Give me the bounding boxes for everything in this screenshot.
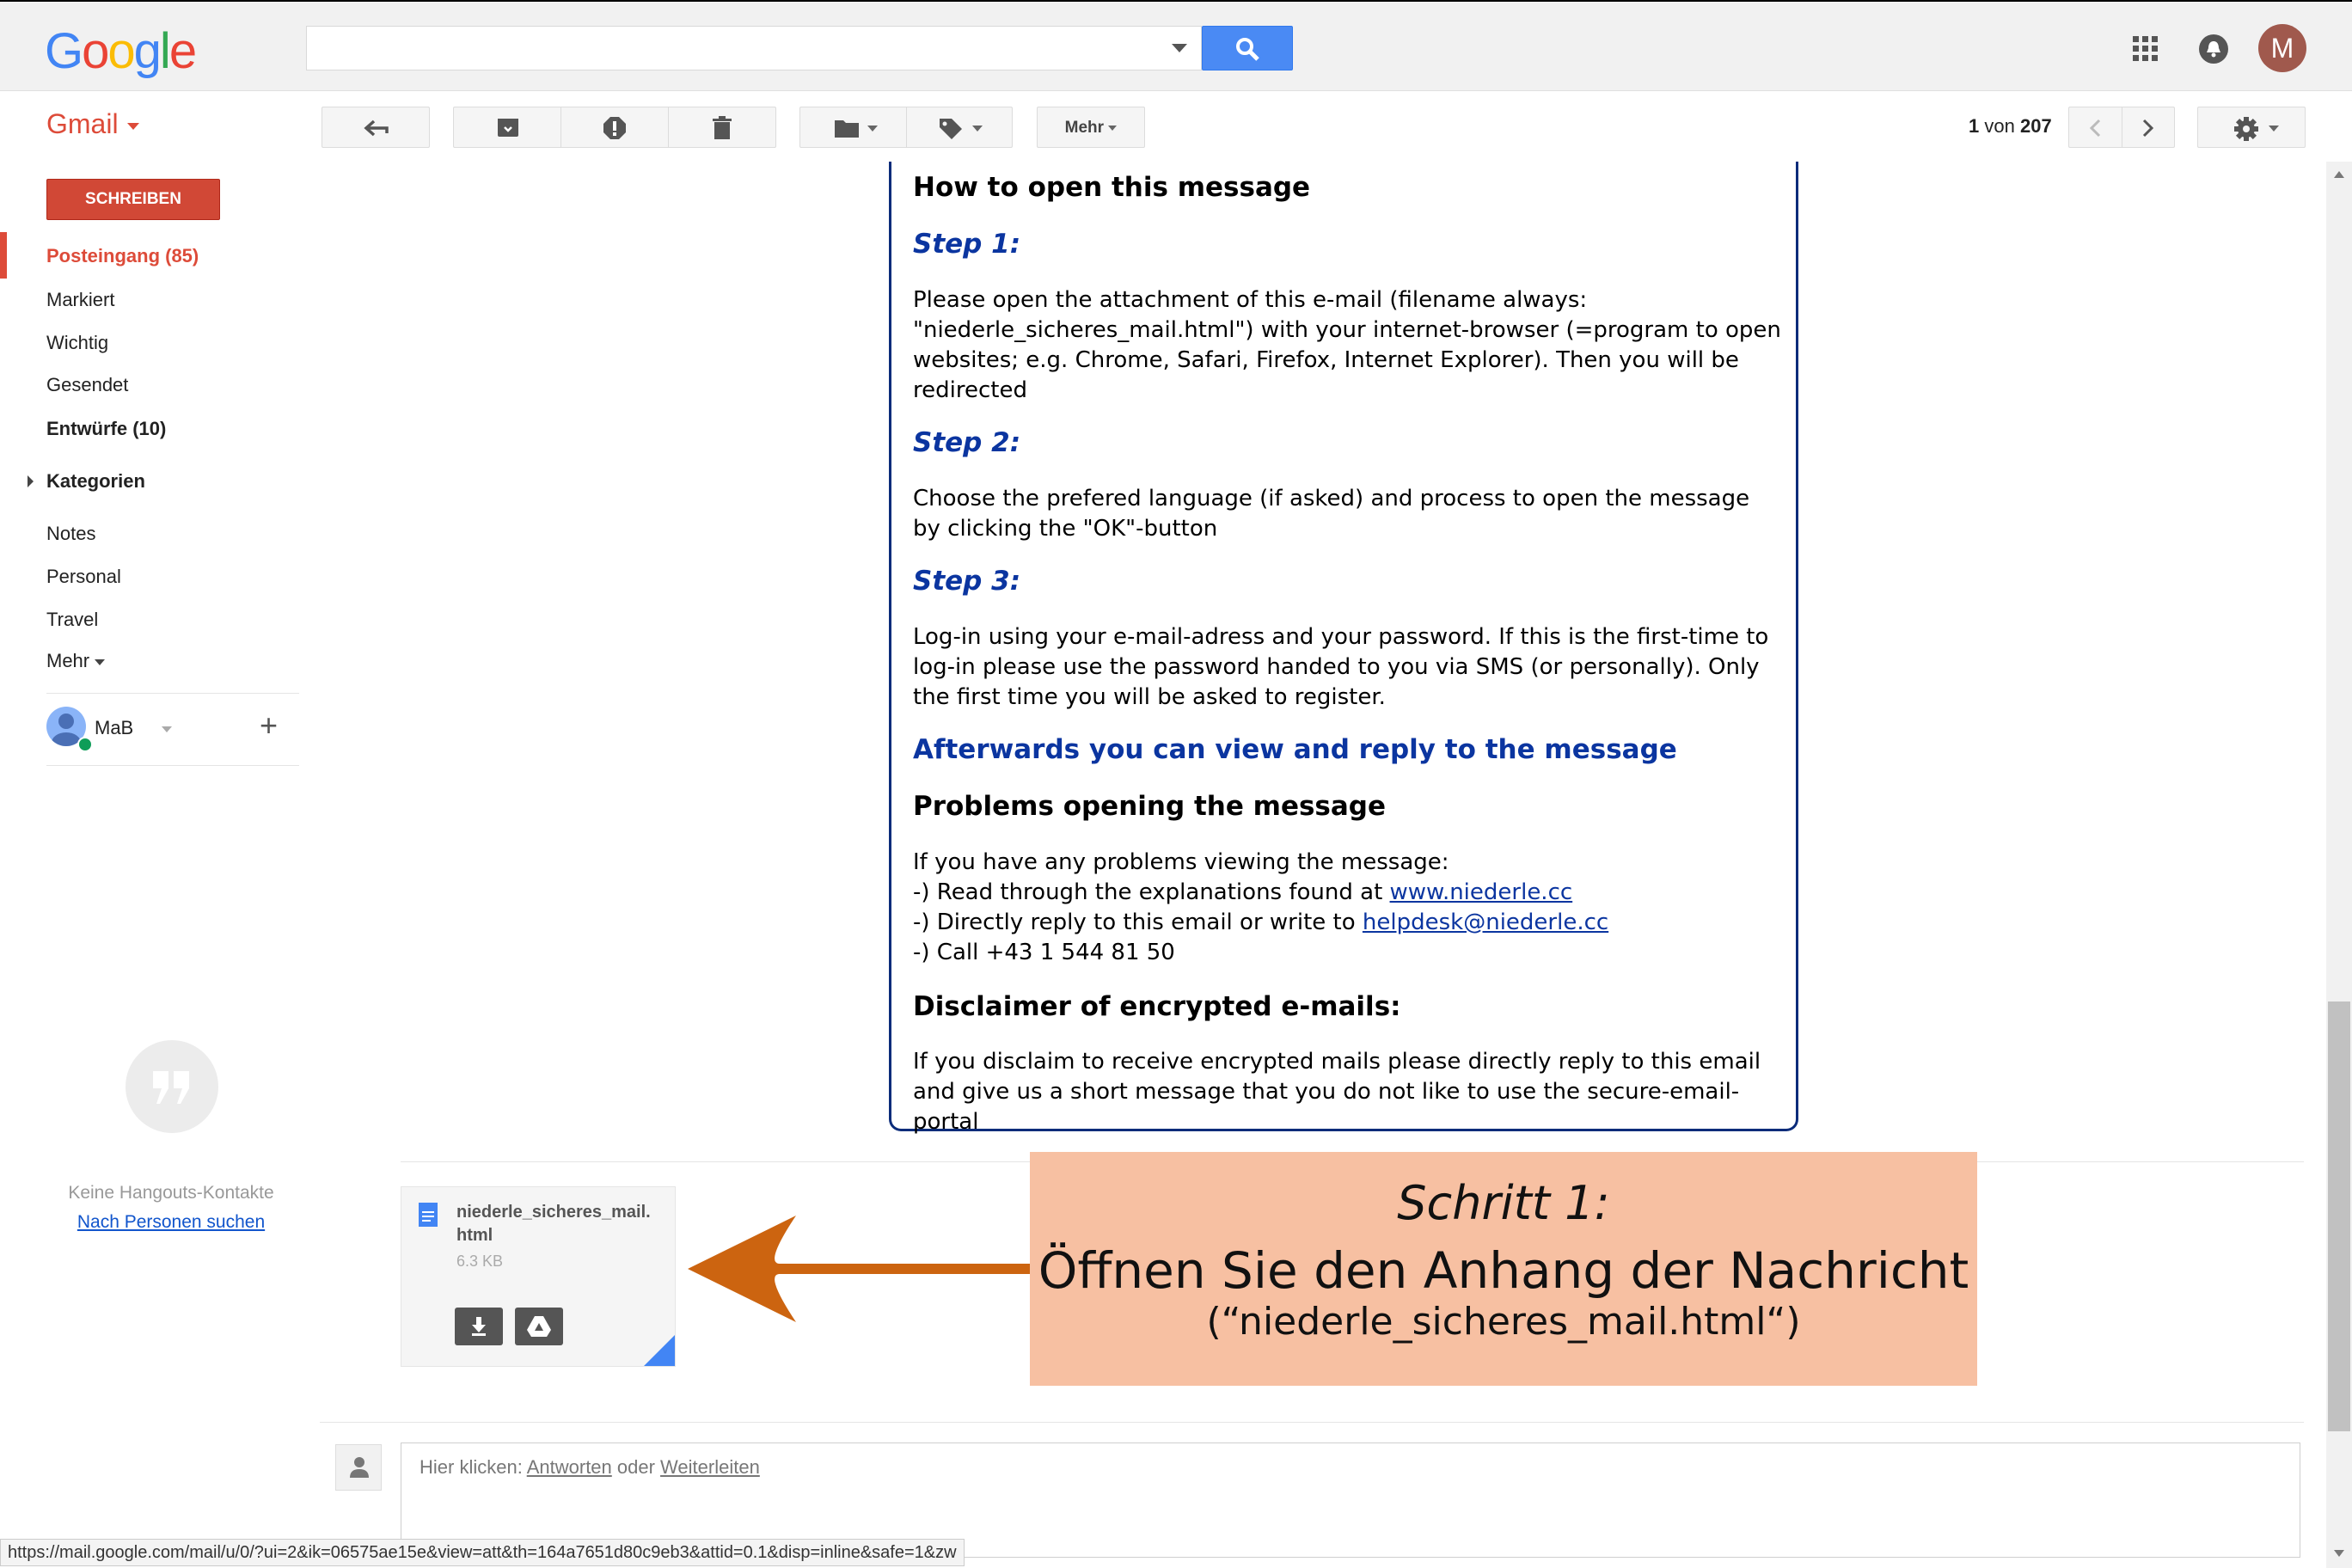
search-input[interactable]	[306, 26, 1202, 70]
logo-letter: G	[45, 23, 83, 79]
save-to-drive-button[interactable]	[515, 1308, 563, 1345]
attachment-size: 6.3 KB	[456, 1253, 504, 1270]
step1-title: Step 1:	[913, 229, 1021, 260]
trash-icon	[713, 116, 732, 140]
divider	[46, 765, 299, 766]
callout-instruction: Öffnen Sie den Anhang der Nachricht	[1038, 1241, 1969, 1300]
hangouts-user-name[interactable]: MaB	[95, 717, 134, 738]
scrollbar-thumb[interactable]	[2328, 1001, 2350, 1431]
reply-avatar	[335, 1444, 382, 1491]
logo-letter: o	[82, 23, 108, 79]
reply-or: oder	[611, 1456, 661, 1478]
pager-total: 207	[2019, 115, 2052, 137]
status-bar-url: https://mail.google.com/mail/u/0/?ui=2&ik=06575ae15e&view=att&th=164a7651d80c9eb3&attid=0.1&disp=inline&safe=1&zw	[0, 1539, 965, 1566]
gear-icon	[2234, 117, 2258, 141]
search-options-caret-icon[interactable]	[1172, 44, 1187, 52]
document-icon	[419, 1203, 438, 1227]
sidebar-item-important[interactable]: Wichtig	[46, 332, 109, 353]
sidebar-item-personal[interactable]: Personal	[46, 566, 121, 587]
logo-letter: l	[159, 23, 169, 79]
sidebar-item-drafts[interactable]: Entwürfe (10)	[46, 418, 167, 439]
move-to-button[interactable]	[800, 107, 906, 147]
folder-icon	[835, 119, 859, 138]
heading-open-message: How to open this message	[913, 172, 1311, 203]
step1-text: Please open the attachment of this e-mail (filename always: "niederle_sicheres_mail.html") with your internet-browser (=program to open websites; e.g. Chrome, Safari, Firefox, Internet Explorer). Then you will be redirected	[913, 287, 1781, 403]
expand-triangle-icon[interactable]	[28, 475, 34, 487]
online-status-dot	[77, 737, 93, 752]
archive-icon	[497, 118, 519, 138]
problems-block	[913, 848, 1781, 968]
apps-grid-icon[interactable]	[2133, 36, 2159, 62]
step2-title: Step 2:	[913, 427, 1021, 458]
settings-button[interactable]	[2197, 107, 2306, 148]
logo-letter: e	[168, 23, 196, 79]
compose-button[interactable]: SCHREIBEN	[46, 179, 220, 220]
problems-line1	[913, 878, 1781, 908]
problems-line2	[913, 908, 1781, 938]
hangouts-status-caret-icon[interactable]	[162, 726, 172, 732]
find-people-link[interactable]: Nach Personen suchen	[77, 1212, 266, 1232]
spam-icon	[603, 116, 627, 140]
callout-filename: (“niederle_sicheres_mail.html“)	[1206, 1300, 1801, 1344]
instruction-callout	[1030, 1152, 1977, 1386]
label-tag-icon	[938, 117, 964, 139]
helpdesk-email-link[interactable]: helpdesk@niederle.cc	[1362, 910, 1609, 935]
hangouts-quote-icon	[126, 1040, 218, 1133]
divider	[320, 1422, 2304, 1423]
search-icon	[1235, 37, 1259, 61]
attachment-filename	[456, 1201, 671, 1247]
new-conversation-plus-icon[interactable]: +	[260, 707, 279, 743]
download-icon	[470, 1317, 487, 1336]
scroll-up-arrow-icon[interactable]	[2333, 170, 2345, 179]
labels-caret-icon	[972, 126, 983, 132]
step2-text: Choose the prefered language (if asked) and process to open the message by clicking the "OK"-button	[913, 486, 1750, 542]
forward-link[interactable]: Weiterleiten	[660, 1456, 760, 1478]
labels-button[interactable]	[907, 107, 1013, 147]
pointer-arrow	[688, 1210, 1032, 1327]
scroll-down-arrow-icon[interactable]	[2333, 1549, 2345, 1558]
pagination-count	[1969, 115, 2052, 138]
attachment-card[interactable]	[401, 1186, 676, 1367]
action-button-group	[453, 107, 776, 148]
problems-intro: If you have any problems viewing the message:	[913, 849, 1449, 875]
chevron-right-icon	[2141, 119, 2155, 138]
delete-button[interactable]	[669, 107, 775, 147]
logo-letter: g	[133, 23, 160, 79]
sidebar-item-notes[interactable]: Notes	[46, 523, 96, 544]
older-button[interactable]	[2122, 107, 2175, 147]
more-label-text: Mehr	[1064, 119, 1105, 137]
gmail-menu[interactable]: Gmail	[46, 108, 139, 140]
problems-line1-text: -) Read through the explanations found at	[913, 879, 1390, 905]
attachment-corner-fold	[644, 1335, 675, 1366]
disclaimer-text: If you disclaim to receive encrypted mails please directly reply to this email and give us a short message that you do not like to use the secure-email-portal	[913, 1049, 1761, 1135]
pager-sep: von	[1984, 115, 2015, 137]
sidebar-item-starred[interactable]: Markiert	[46, 289, 115, 310]
back-button[interactable]	[322, 107, 430, 148]
account-avatar[interactable]: M	[2258, 24, 2306, 72]
chevron-left-icon	[2088, 119, 2102, 138]
search-button[interactable]	[1202, 26, 1293, 70]
callout-title: Schritt 1:	[1397, 1176, 1610, 1230]
move-to-caret-icon	[867, 126, 878, 132]
top-bar	[0, 0, 2352, 91]
attachment-filename-line2: html	[456, 1226, 493, 1245]
sidebar-item-more[interactable]: Mehr	[46, 650, 105, 672]
drive-icon	[526, 1315, 552, 1338]
sidebar-item-categories[interactable]: Kategorien	[46, 470, 145, 492]
person-icon	[349, 1455, 370, 1479]
more-button-label	[1038, 119, 1144, 138]
google-logo[interactable]	[45, 22, 195, 80]
afterwards-heading: Afterwards you can view and reply to the message	[913, 734, 1677, 765]
step3-title: Step 3:	[913, 566, 1021, 597]
newer-button[interactable]	[2069, 107, 2122, 147]
archive-button[interactable]	[454, 107, 560, 147]
sidebar-item-travel[interactable]: Travel	[46, 609, 99, 630]
reply-prompt	[420, 1456, 760, 1479]
website-link[interactable]: www.niederle.cc	[1389, 879, 1573, 905]
problems-heading: Problems opening the message	[913, 791, 1387, 822]
reply-link[interactable]: Antworten	[526, 1456, 612, 1478]
logo-letter: o	[107, 23, 134, 79]
download-button[interactable]	[455, 1308, 503, 1345]
disclaimer-heading: Disclaimer of encrypted e-mails:	[913, 991, 1401, 1022]
pager-nav-group	[2068, 107, 2175, 148]
sidebar-item-sent[interactable]: Gesendet	[46, 374, 129, 395]
attachment-filename-line1: niederle_sicheres_mail.	[456, 1203, 651, 1222]
problems-line3: -) Call +43 1 544 81 50	[913, 940, 1175, 965]
active-indicator	[0, 232, 7, 279]
divider	[46, 693, 299, 694]
report-spam-button[interactable]	[561, 107, 668, 147]
reply-prefix: Hier klicken:	[420, 1456, 527, 1478]
move-to-group	[799, 107, 1013, 148]
no-contacts-text: Keine Hangouts-Kontakte	[68, 1183, 274, 1203]
settings-caret-icon	[2269, 126, 2279, 132]
problems-line2-text: -) Directly reply to this email or write to	[913, 910, 1363, 935]
back-arrow-icon	[364, 119, 389, 137]
notifications-bell-icon[interactable]	[2199, 34, 2228, 64]
step3-text: Log-in using your e-mail-adress and your password. If this is the first-time to log-in please use the password handed to you via SMS (or personally). Only the first time you will be asked to register.	[913, 624, 1769, 710]
more-caret-icon	[1108, 126, 1117, 131]
pager-current: 1	[1969, 115, 1980, 137]
more-actions-button[interactable]	[1037, 107, 1145, 148]
sidebar-item-inbox[interactable]: Posteingang (85)	[46, 245, 199, 266]
